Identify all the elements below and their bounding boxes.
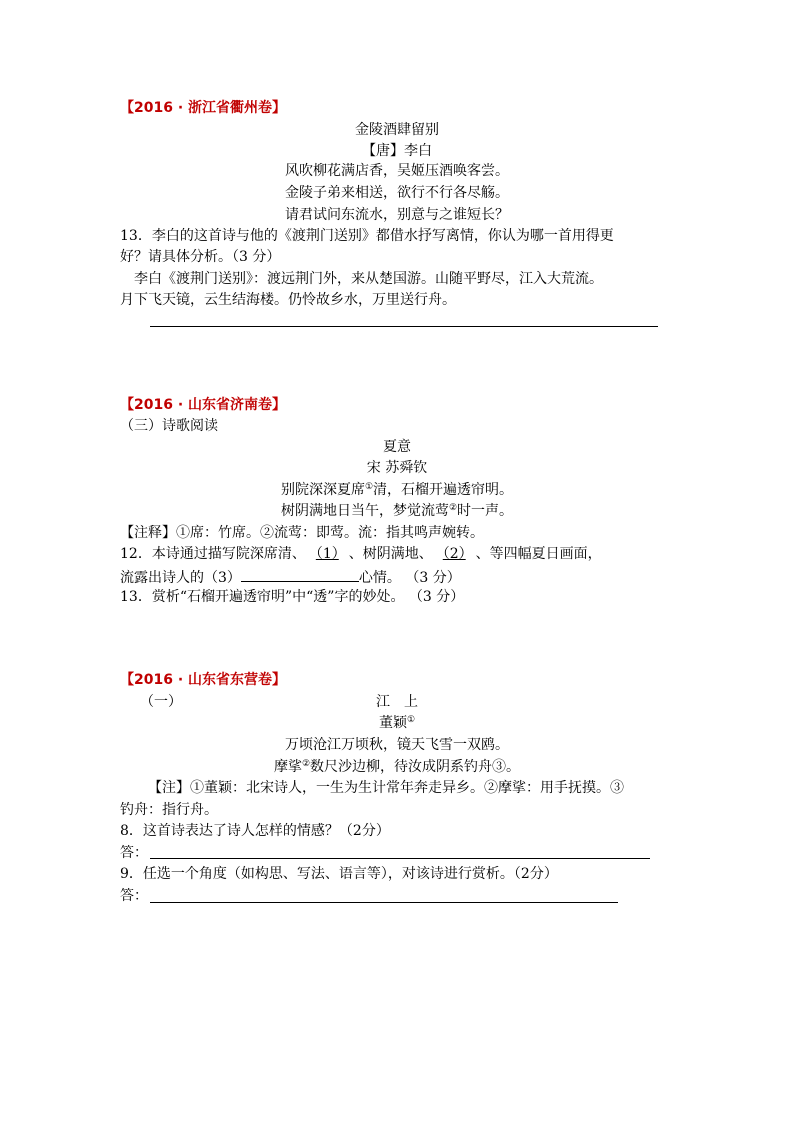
section-header: 【2016 · 山东省东营卷】 <box>120 672 287 688</box>
poem-line-part: 时一声。 <box>457 503 514 519</box>
answer-label: 答： <box>120 888 148 904</box>
section-subtitle: （三）诗歌阅读 <box>120 418 218 434</box>
poem-line-part: 清，石榴开遍透帘明。 <box>373 482 514 498</box>
blank-1: （1） <box>315 546 339 562</box>
question-13-line1: 13．李白的这首诗与他的《渡荆门送别》都借水抒写离情，你认为哪一首用得更 <box>120 228 614 244</box>
poem-line: 风吹柳花满店香，吴姬压酒唤客尝。 <box>285 163 509 179</box>
poem-line <box>0 480 794 500</box>
footnote-marker: ① <box>364 482 374 492</box>
question-12-line2 <box>120 566 461 586</box>
blank-3 <box>241 566 359 582</box>
section-header: 【2016 · 浙江省衢州卷】 <box>120 100 287 116</box>
poem-line-part: 摩挲 <box>273 759 302 775</box>
question-text: 12．本诗通过描写院深席清、 <box>120 546 306 562</box>
footnote-marker: ② <box>448 503 458 513</box>
question-13: 13．赏析“石榴开遍透帘明”中“透”字的妙处。 （3 分） <box>120 589 465 605</box>
answer-label: 答： <box>120 845 148 861</box>
poem-line: 请君试问东流水，别意与之谁短长？ <box>285 207 509 223</box>
question-8: 8．这首诗表达了诗人怎样的情感？（2分） <box>120 823 390 839</box>
section-subtitle: （一） <box>140 694 182 710</box>
question-13-line2: 好？请具体分析。（3 分） <box>120 249 281 265</box>
question-12-line1 <box>120 544 602 564</box>
poem-line <box>0 757 794 777</box>
question-text: 心情。 （3 分） <box>358 570 461 586</box>
annotation-note-line2: 钓舟：指行舟。 <box>120 802 218 818</box>
poem-line-part: 别院深深夏席 <box>280 482 365 498</box>
annotation-note-line1: 【注】①董颖：北宋诗人，一生为生计常年奔走异乡。②摩挲：用手抚摸。③ <box>148 780 624 796</box>
reference-poem-line2: 月下飞天镜，云生结海楼。仍怜故乡水，万里送行舟。 <box>120 292 456 308</box>
section-header: 【2016 · 山东省济南卷】 <box>120 397 287 413</box>
poem-line: 金陵子弟来相送，欲行不行各尽觞。 <box>285 185 509 201</box>
answer-line[interactable] <box>150 858 650 859</box>
question-9: 9．任选一个角度（如构思、写法、语言等），对该诗进行赏析。（2分） <box>120 866 558 882</box>
poem-line: 万顷沧江万顷秋，镜天飞雪一双鸥。 <box>285 737 509 753</box>
reference-poem-line1: 李白《渡荆门送别》：渡远荆门外，来从楚国游。山随平野尽，江入大荒流。 <box>134 271 603 287</box>
annotation-note: 【注释】①席：竹席。②流莺：即莺。流：指其鸣声婉转。 <box>120 525 484 541</box>
poem-title: 夏意 <box>383 439 411 455</box>
footnote-marker: ① <box>406 715 416 725</box>
answer-line[interactable] <box>150 902 618 903</box>
question-text: 、树阴满地、 <box>348 546 433 562</box>
poem-line-part: 树阴满地日当午，梦觉流莺 <box>280 503 449 519</box>
poem-title: 江 上 <box>376 694 418 710</box>
question-text: 流露出诗人的（3） <box>120 570 241 586</box>
poem-author: 宋 苏舜钦 <box>366 460 428 476</box>
poem-line <box>0 501 794 521</box>
author-name: 董颖 <box>378 715 407 731</box>
poem-title: 金陵酒肆留别 <box>355 122 439 138</box>
poem-author <box>0 713 794 733</box>
footnote-marker: ② <box>301 759 311 769</box>
blank-2: （2） <box>442 546 466 562</box>
poem-author: 【唐】李白 <box>362 143 432 159</box>
poem-line-part: 数尺沙边柳，待汝成阴系钓舟③。 <box>310 759 521 775</box>
answer-line <box>150 326 658 327</box>
question-text: 、等四幅夏日画面， <box>475 546 602 562</box>
